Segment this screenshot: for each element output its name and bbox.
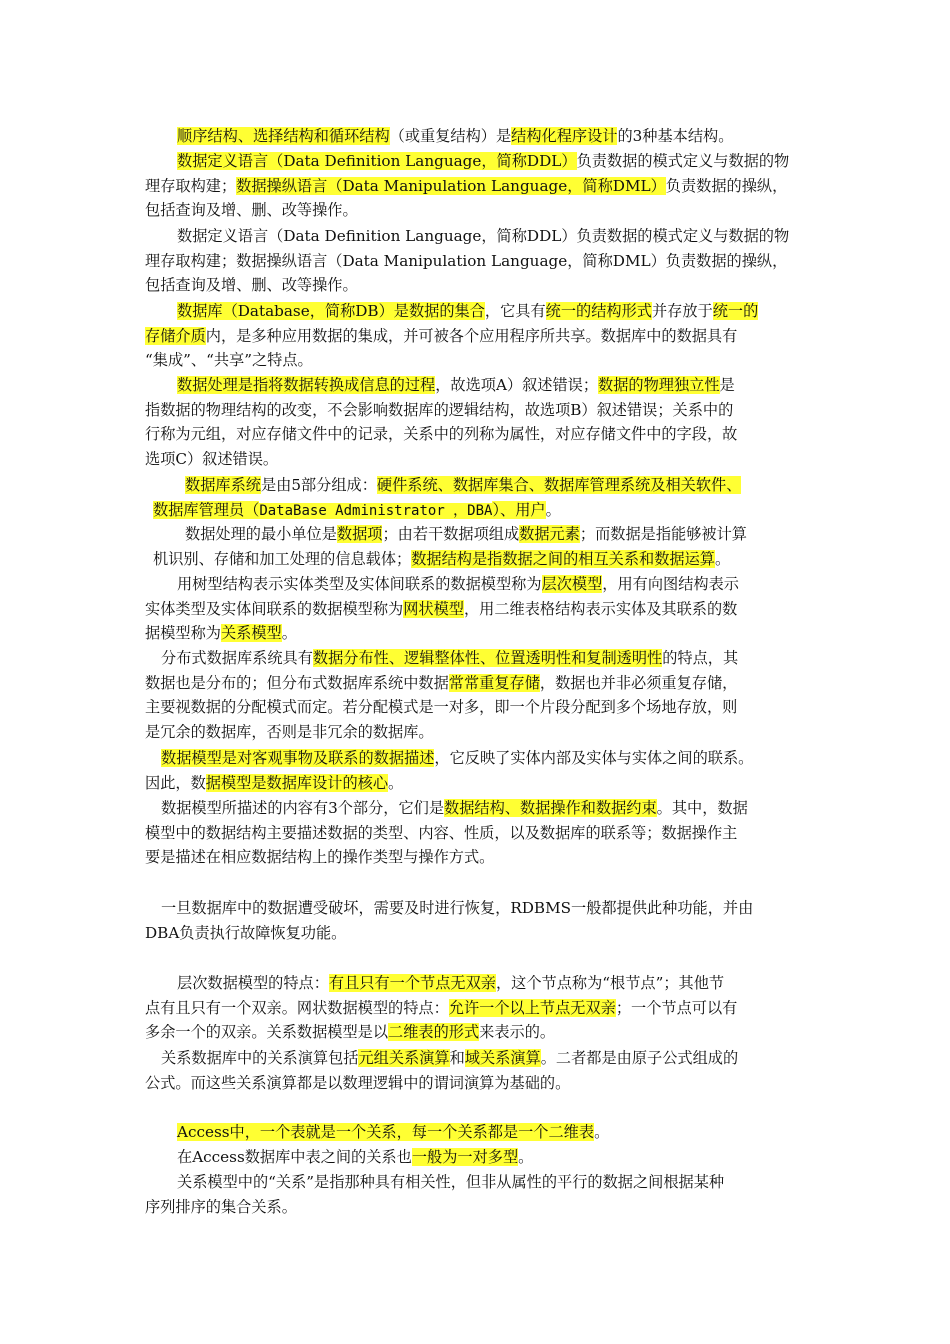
text-line [145,1046,810,1071]
highlighted-text: 结构化程序设计 [511,127,618,145]
highlighted-text: 存储介质 [145,326,206,345]
text-run: 负责数据的操纵， [665,176,788,195]
text-line [145,198,810,223]
text-run: ，用有向图结构表示 [602,575,739,593]
paragraph [145,1145,810,1170]
text-run: ，数据也并非必须重复存储， [539,673,738,692]
highlighted-text: 数据库管理员（ [153,500,260,519]
text-run: 主要视数据的分配模式而定。若分配模式是一对多，即一个片段分配到多个场地存放，则 [145,698,738,717]
text-run: 模型中的数据结构主要描述数据的类型、内容、性质，以及数据库的联系等；数据操作主 [145,823,738,842]
paragraph [145,373,810,471]
highlighted-text: 二维表的形式 [388,1023,480,1042]
text-line [145,1020,810,1045]
text-line [145,1170,810,1195]
text-run: 分布式数据库系统具有 [161,649,313,667]
highlighted-text: 顺序结构、选择结构和循环结构 [177,127,390,145]
text-line [145,498,810,524]
text-line [145,522,810,547]
text-line [145,373,810,398]
text-run: 公式。而这些关系演算都是以数理逻辑中的谓词演算为基础的。 [145,1073,571,1092]
paragraph [145,473,810,523]
text-line [145,422,810,447]
text-line [145,273,810,298]
text-line [145,695,810,720]
text-line [145,473,810,498]
text-run: 包括查询及增、删、改等操作。 [145,276,358,295]
text-run: 数据定义语言（Data Definition Language，简称DDL）负责数据的模式定义与数据的物 [177,227,790,245]
text-run: 。 [714,549,731,568]
text-run: 。 [388,773,404,792]
highlighted-text: 数据结构、数据操作和数据约束 [444,799,657,817]
paragraph [145,522,810,571]
paragraph [145,796,810,870]
highlighted-text: Access中，一个表就是一个关系，每一个关系都是一个二维表 [177,1123,595,1141]
highlighted-text: 统一的结构形式 [545,302,652,320]
text-run: 是 [719,376,735,394]
text-run: 用树型结构表示实体类型及实体间联系的数据模型称为 [177,575,542,593]
text-run: 。 [594,1123,610,1141]
text-line [145,720,810,745]
highlighted-text: 网状模型 [403,599,464,618]
text-line [145,1195,810,1220]
paragraph [145,224,810,298]
highlighted-text: 统一的 [712,302,759,320]
text-line [145,646,810,671]
text-run: 是冗余的数据库，否则是非冗余的数据库。 [145,722,434,741]
highlighted-text: 常常重复存储 [448,673,540,692]
highlighted-text: 数据的物理独立性 [598,376,720,394]
highlighted-text: 一般为一对多型 [411,1148,519,1166]
text-run: 数据模型所描述的内容有3个部分，它们是 [161,799,445,817]
highlighted-text: 数据元素 [519,525,580,543]
text-run: 指数据的物理结构的改变，不会影响数据库的逻辑结构，故选项B）叙述错误；关系中的 [145,400,734,419]
highlighted-text: 数据定义语言（Data Definition Language，简称DDL） [177,152,577,170]
text-run: ；而数据是指能够被计算 [579,525,747,543]
text-run: 。 [545,500,561,519]
text-line [145,1071,810,1096]
text-run: 是由5部分组成： [260,476,377,494]
text-run: 数据也是分布的；但分布式数据库系统中数据 [145,673,449,692]
text-line [145,547,810,572]
text-run: 关系数据库中的关系演算包括 [161,1049,359,1067]
paragraph [145,124,810,149]
text-run: 理存取构建；数据操纵语言（Data Manipulation Language，简称DML）负责数据的操纵， [145,251,788,270]
highlighted-text: 有且只有一个节点无双亲 [328,974,496,992]
highlighted-text: 硬件系统、数据库集合、数据库管理系统及相关软件、 [376,476,742,494]
text-run: 要是描述在相应数据结构上的操作类型与操作方式。 [145,848,495,867]
text-run: 并存放于 [651,302,713,320]
paragraph [145,1046,810,1095]
highlighted-text: 数据库（Database，简称DB）是数据的集合 [177,302,485,320]
highlighted-text: 数据操纵语言（Data Manipulation Language，简称DML） [236,176,666,195]
text-run: ；一个节点可以有 [615,998,738,1017]
text-line [145,348,810,373]
text-run: 包括查询及增、删、改等操作。 [145,201,358,220]
text-line [145,971,810,996]
highlighted-text: 据模型是数据库设计的核心 [205,773,388,792]
text-run: 的3种基本结构。 [617,127,734,145]
text-line [145,821,810,846]
highlighted-text: DataBase Administrator ，DBA [259,502,493,519]
text-run: 。 [518,1148,534,1166]
text-run: （或重复结构）是 [389,127,512,145]
paragraph [145,299,810,373]
text-run: 层次数据模型的特点： [177,974,329,992]
text-line [145,621,810,646]
text-line [145,996,810,1021]
text-run: 据模型称为 [145,624,221,643]
text-line [145,597,810,622]
highlighted-text: 域关系演算 [464,1049,541,1067]
text-run: DBA负责执行故障恢复功能。 [145,923,347,942]
highlighted-text: 数据项 [336,525,383,543]
paragraph [145,1120,810,1145]
text-line [145,224,810,249]
text-run: 。 [281,624,297,643]
text-run: 一旦数据库中的数据遭受破坏，需要及时进行恢复，RDBMS一般都提供此种功能，并由 [161,899,754,917]
text-run: “集成”、“共享”之特点。 [145,351,313,370]
text-line [145,921,810,946]
text-line [145,299,810,324]
text-line [145,896,810,921]
highlighted-text: 层次模型 [541,575,603,593]
text-run: ，这个节点称为“根节点”；其他节 [495,974,725,992]
text-run: 机识别、存储和加工处理的信息载体； [153,549,412,568]
text-run: 选项C）叙述错误。 [145,449,279,468]
text-run: 序列排序的集合关系。 [145,1197,297,1216]
paragraph [145,896,810,945]
text-run: 数据处理的最小单位是 [185,525,337,543]
text-line [145,249,810,274]
text-run: 来表示的。 [479,1023,556,1042]
highlighted-text: 数据结构是指数据之间的相互关系和数据运算 [411,549,715,568]
text-line [145,572,810,597]
paragraph [145,1170,810,1219]
text-line [145,671,810,696]
text-run: 关系模型中的“关系”是指那种具有相关性，但非从属性的平行的数据之间根据某种 [177,1173,725,1191]
text-line [145,124,810,149]
text-run: 和 [449,1049,465,1067]
text-run: 多余一个的双亲。关系数据模型是以 [145,1023,388,1042]
text-run: 。二者都是由原子公式组成的 [540,1049,739,1067]
text-run: 理存取构建； [145,176,237,195]
text-line [145,845,810,870]
highlighted-text: 元组关系演算 [358,1049,450,1067]
text-run: ，它反映了实体内部及实体与实体之间的联系。 [434,749,754,767]
highlighted-text: ）、用户 [492,500,546,519]
text-line [145,447,810,472]
highlighted-text: 允许一个以上节点无双亲 [448,998,616,1017]
text-line [145,796,810,821]
text-run: ，它具有 [484,302,546,320]
text-run: 。其中，数据 [656,799,748,817]
text-run: 在Access数据库中表之间的关系也 [177,1148,412,1166]
text-run: ，故选项A）叙述错误； [435,376,599,394]
highlighted-text: 数据分布性、逻辑整体性、位置透明性和复制透明性 [312,649,663,667]
text-run: 点有且只有一个双亲。网状数据模型的特点： [145,998,449,1017]
paragraph [145,149,810,223]
text-line [145,149,810,174]
text-run: 行称为元组，对应存储文件中的记录，关系中的列称为属性，对应存储文件中的字段，故 [145,425,738,444]
text-line [145,746,810,771]
highlighted-text: 数据处理是指将数据转换成信息的过程 [177,376,436,394]
highlighted-text: 数据库系统 [185,476,261,494]
text-run: ；由若干数据项组成 [382,525,520,543]
text-run: 负责数据的模式定义与数据的物 [576,152,790,170]
text-line [145,398,810,423]
text-line [145,1145,810,1170]
paragraph [145,746,810,795]
text-run: 实体类型及实体间联系的数据模型称为 [145,599,404,618]
text-run: 因此，数 [145,773,206,792]
highlighted-text: 数据模型是对客观事物及联系的数据描述 [161,749,435,767]
text-run: ，用二维表格结构表示实体及其联系的数 [463,599,738,618]
text-line [145,324,810,349]
paragraph [145,572,810,646]
text-run: 内，是多种应用数据的集成，并可被各个应用程序所共享。数据库中的数据具有 [205,326,738,345]
text-line [145,1120,810,1145]
highlighted-text: 关系模型 [220,624,282,643]
text-run: 的特点，其 [662,649,739,667]
text-line [145,771,810,796]
text-line [145,174,810,199]
paragraph [145,971,810,1045]
paragraph [145,646,810,744]
